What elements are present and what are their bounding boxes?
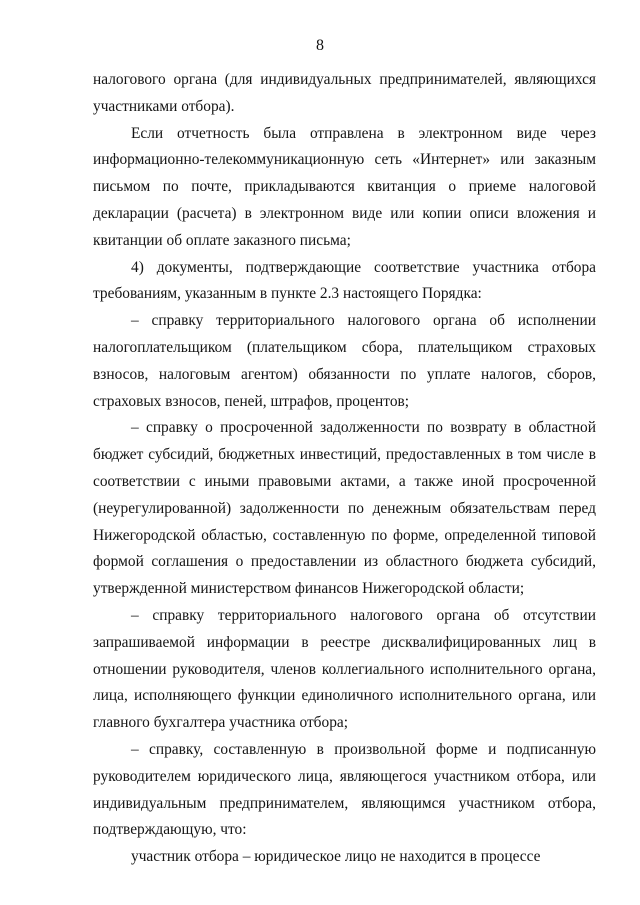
paragraph-electronic-reporting: Если отчетность была отправлена в электронном виде через информационно-телекоммуникационную сеть «Интернет» или заказным письмом по почте, прикладываются квитанция о приеме налоговой декларации (расчета) в электронном виде или копии описи вложения и квитанции об оплате заказного письма; bbox=[93, 124, 596, 249]
paragraph-continuation: налогового органа (для индивидуальных предпринимателей, являющихся участниками отбора). bbox=[93, 71, 596, 115]
list-item-disqualified-persons-certificate: – справку территориального налогового органа об отсутствии запрашиваемой информации в реестре дисквалифицированных лиц в отношении руководителя, членов коллегиального исполнительного органа, лица, исполняющего функции единоличного исполнительного органа, или главного бухгалтера участника отбора; bbox=[93, 606, 596, 732]
list-item-overdue-debt-certificate: – справку о просроченной задолженности по возврату в областной бюджет субсидий, бюджетных инвестиций, предоставленных в том числе в соответствии с иными правовыми актами, а также иной просроченной (неурегулированной) задолженности по денежным обязательствам перед Нижегородской областью, составленную по форме, определенной типовой формой соглашения о предоставлении из областного бюджета субсидий, утвержденной министерством финансов Нижегородской области; bbox=[93, 419, 596, 598]
list-item-tax-compliance-certificate: – справку территориального налогового органа об исполнении налогоплательщиком (плательщиком сбора, плательщиком страховых взносов, налоговым агентом) обязанности по уплате налогов, сборов, страховых взносов, пеней, штрафов, процентов; bbox=[93, 312, 596, 410]
page-number: 8 bbox=[316, 37, 324, 54]
paragraph-item-4: 4) документы, подтверждающие соответствие участника отбора требованиям, указанным в пункте 2.3 настоящего Порядка: bbox=[93, 258, 596, 303]
paragraph-legal-entity-status: участник отбора – юридическое лицо не находится в процессе bbox=[131, 848, 541, 866]
document-body bbox=[93, 67, 596, 871]
list-item-free-form-certificate: – справку, составленную в произвольной форме и подписанную руководителем юридического лица, являющегося участником отбора, или индивидуальным предпринимателем, являющимся участником отбора, подтверждающую, что: bbox=[93, 740, 596, 839]
